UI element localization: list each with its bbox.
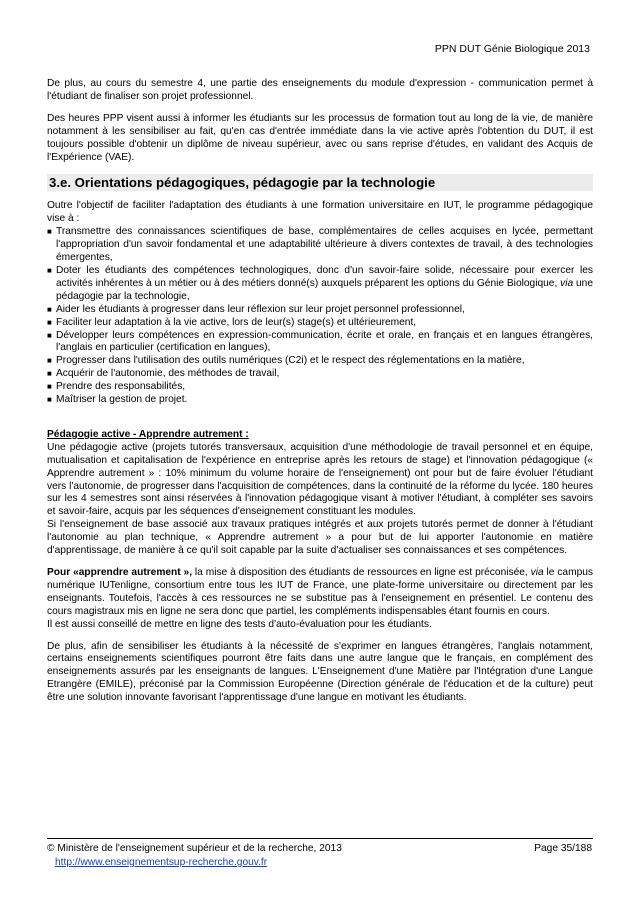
bullet-icon: ■ [47, 356, 52, 366]
section-lead: Outre l'objectif de faciliter l'adaptation des étudiants à une formation universitaire en IUT, le programme pédagogique vise à : [47, 200, 593, 225]
bullet-icon: ■ [47, 317, 52, 327]
footer-page-number: Page 35/188 [534, 843, 592, 854]
bullet-icon: ■ [47, 265, 52, 275]
footer-copyright: © Ministère de l'enseignement supérieur et de la recherche, 2013 [47, 843, 342, 854]
section-title: 3.e. Orientations pédagogiques, pédagogie par la technologie [47, 174, 593, 191]
intro-paragraph-2: Des heures PPP visent aussi à informer les étudiants sur les processus de formation tout au long de la vie, de manière notamment à les sensibiliser au fait, qu'en cas d'entrée immédiate dans la vie active après l'obtention du DUT, il est toujours possible d'obtenir un diplôme de niveau supérieur, avec ou sans reprise d'études, en validant des Acquis de l'Expérience (VAE). [47, 112, 593, 163]
page-header: PPN DUT Génie Biologique 2013 [434, 43, 590, 55]
footer-divider [47, 838, 593, 839]
intro-paragraph-1: De plus, au cours du semestre 4, une partie des enseignements du module d'expression - communication permet à l'étudiant de finaliser son projet professionnel. [47, 78, 593, 102]
active-pedagogy-heading: Pédagogie active - Apprendre autrement : [47, 428, 249, 440]
list-item: ■ Doter les étudiants des compétences technologiques, donc d'un savoir-faire solide, nécessaire pour exercer les activités inhérentes à un métier ou à des métiers donné(s) auxquels préparent les options du Génie Biologique, via une pédagogie par la technologie, [47, 264, 594, 302]
active-paragraph-2: Si l'enseignement de base associé aux travaux pratiques intégrés et aux projets tutorés permet de donner à l'étudiant l'autonomie au plan technique, « Apprendre autrement » a pour but de lui apporter l'autonomie en matière d'apprentissage, de manière à ce qu'il soit capable par la suite d'actualiser ses connaissances et ses compétences. [47, 519, 593, 557]
list-item: ■ Progresser dans l'utilisation des outils numériques (C2i) et le respect des réglementations en la matière, [47, 355, 525, 367]
bullet-icon: ■ [47, 330, 52, 340]
list-item: ■ Maîtriser la gestion de projet. [47, 394, 188, 406]
bullet-icon: ■ [47, 304, 52, 314]
list-item: ■ Développer leurs compétences en expression-communication, écrite et orale, en français et en langues étrangères, l'anglais en particulier (certification en langues), [47, 329, 593, 354]
list-item: ■ Prendre des responsabilités, [47, 381, 186, 393]
active-paragraph-1: Une pédagogie active (projets tutorés transversaux, acquisition d'une méthodologie de travail personnel et en équipe, mutualisation et capitalisation de l'expérience en entreprise après les retours de stage) et l'innovation pédagogique (« Apprendre autrement » : 10% minimum du volume horaire de l'enseignement) ont pour but de faire évoluer l'étudiant vers l'autonomie, de progresser dans l'acquisition de compétences, dans la continuité de la réforme du lycée. 180 heures sur les 4 semestres sont ainsi réservées à l'innovation pédagogique visant à motiver l'étudiant, à compléter ses savoirs et savoir-faire, acquis par les séquences d'enseignement constituant les modules. [47, 441, 593, 518]
active-paragraph-3: Pour «apprendre autrement », la mise à disposition des étudiants de ressources en ligne est préconisée, via le campus numérique IUTenligne, consortium entre tous les IUT de France, une plate-forme universitaire ou directement par les enseignants. Toutefois, l'accès à ces ressources ne se substitue pas à l'enseignement en présentiel. Le contenu des cours magistraux mis en ligne ne sera donc que partiel, les compléments indispensables étant fournis en cours. [47, 567, 593, 617]
list-item: ■ Faciliter leur adaptation à la vie active, lors de leur(s) stage(s) et ultérieurement, [47, 316, 417, 328]
bullet-icon: ■ [47, 369, 52, 379]
footer-link[interactable]: http://www.enseignementsup-recherche.gouv.fr [55, 857, 268, 868]
bullet-icon: ■ [47, 227, 52, 237]
list-item: ■ Aider les étudiants à progresser dans leur réflexion sur leur projet personnel professionnel, [47, 303, 465, 315]
bullet-icon: ■ [47, 395, 52, 405]
objectives-list [47, 226, 593, 407]
active-paragraph-4: Il est aussi conseillé de mettre en ligne des tests d'auto-évaluation pour les étudiants. [47, 618, 432, 630]
active-paragraph-5: De plus, afin de sensibiliser les étudiants à la nécessité de s'exprimer en langues étrangères, l'anglais notamment, certains enseignements scientifiques pourront être faits dans une autre langue que le français, en complément des enseignements assurés par les enseignants de langues. L'Enseignement d'une Matière par l'Intégration d'une Langue Etrangère (EMILE), préconisé par la Commission Européenne (Direction générale de l'éducation et de la culture) peut être une solution innovante favorisant l'apprentissage d'une langue en motivant les étudiants. [47, 640, 593, 704]
list-item: ■ Transmettre des connaissances scientifiques de base, complémentaires de celles acquises en lycée, permettant l'appropriation d'un savoir fondamental et une adaptabilité ultérieure à divers contextes de travail, à des technologies émergentes, [47, 226, 593, 264]
bullet-icon: ■ [47, 382, 52, 392]
page-content [47, 78, 593, 714]
list-item: ■ Acquérir de l'autonomie, des méthodes de travail, [47, 368, 280, 380]
